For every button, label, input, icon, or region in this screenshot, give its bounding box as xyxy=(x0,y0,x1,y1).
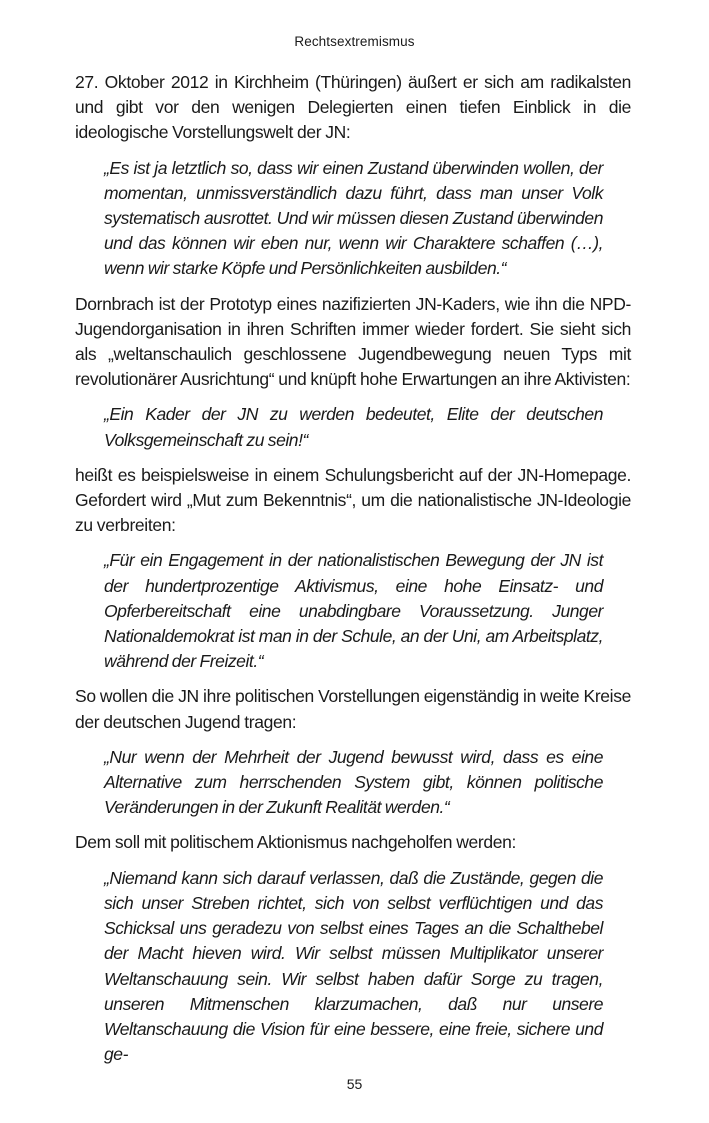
block-quote: „Nur wenn der Mehrheit der Jugend bewusst wird, dass es eine Alternative zum herrschenden System gibt, können politische Veränderungen in der Zukunft Realität werden.“ xyxy=(104,746,603,818)
body-paragraph: heißt es beispielsweise in einem Schulungsbericht auf der JN-Homepage. Gefordert wird „Mut zum Bekenntnis“, um die nationalistische JN-Ideologie zu verbreiten: xyxy=(75,464,631,536)
body-paragraph: Dornbrach ist der Prototyp eines nazifizierten JN-Kaders, wie ihn die NPD-Jugendorganisation in ihren Schriften immer wieder fordert. Sie sieht sich als „weltanschaulich geschlossene Jugendbewegung neuen Typs mit revolutionärer Ausrichtung“ und knüpft hohe Erwartungen an ihre Aktivisten: xyxy=(75,293,631,390)
body-paragraph: 27. Oktober 2012 in Kirchheim (Thüringen) äußert er sich am radikalsten und gibt vor den wenigen Delegierten einen tiefen Einblick in die ideologische Vorstellungswelt der JN: xyxy=(75,72,631,143)
block-quote: „Es ist ja letztlich so, dass wir einen Zustand überwinden wollen, der momentan, unmissverständlich dazu führt, dass man unser Volk systematisch ausrottet. Und wir müssen diesen Zustand überwinden und das können wir eben nur, wenn wir Charaktere schaffen (…), wenn wir starke Köpfe und Persönlichkeiten ausbilden.“ xyxy=(104,157,603,279)
block-quote: „Für ein Engagement in der nationalistischen Bewegung der JN ist der hundertprozentige Aktivismus, eine hohe Einsatz- und Opferbereitschaft eine unabdingbare Voraussetzung. Junger Nationaldemokrat ist man in der Schule, an der Uni, am Arbeitsplatz, während der Freizeit.“ xyxy=(104,550,603,672)
page-body xyxy=(75,70,631,1077)
block-quote: „Ein Kader der JN zu werden bedeutet, Elite der deutschen Volksgemeinschaft zu sein!“ xyxy=(104,404,603,450)
running-header: Rechtsextremismus xyxy=(294,34,415,49)
body-paragraph: So wollen die JN ihre politischen Vorstellungen eigenständig in weite Kreise der deutschen Jugend tragen: xyxy=(75,686,631,732)
block-quote: „Niemand kann sich darauf verlassen, daß die Zustände, gegen die sich unser Streben richtet, sich von selbst verflüchtigen und das Schicksal uns geradezu von selbst eines Tages an die Schalthebel der Macht hieven wird. Wir selbst müssen Multiplikator unserer Weltanschauung sein. Wir selbst haben dafür Sorge zu tragen, unseren Mitmenschen klarzumachen, daß nur unsere Weltanschauung die Vision für eine bessere, eine freie, sichere und ge- xyxy=(104,867,603,1065)
page-number: 55 xyxy=(346,1076,363,1092)
body-paragraph: Dem soll mit politischem Aktionismus nachgeholfen werden: xyxy=(75,832,517,853)
